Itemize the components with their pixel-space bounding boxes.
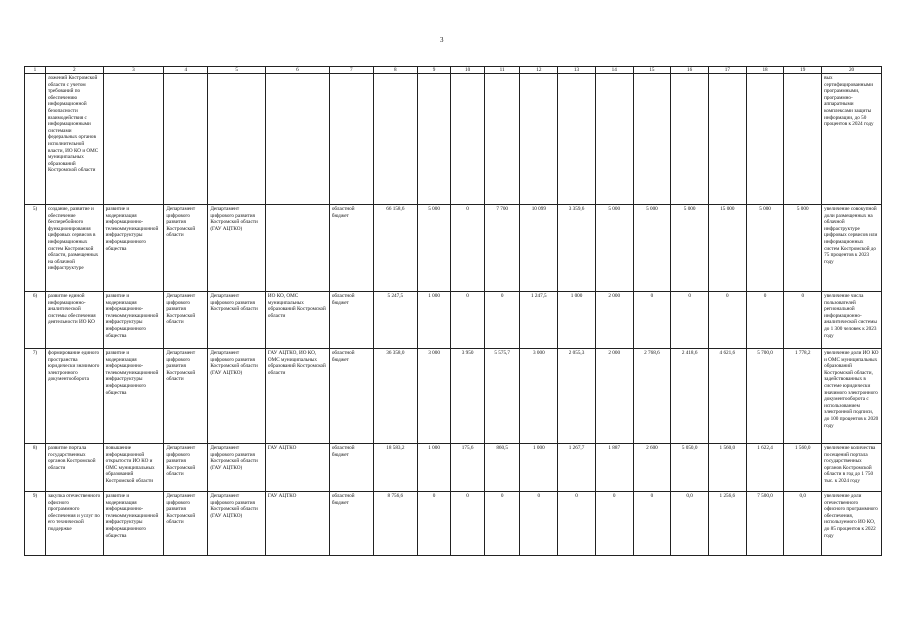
table-cell: 860,5 bbox=[484, 444, 520, 492]
table-cell: 0 bbox=[633, 492, 671, 556]
table-cell: развитие и модернизация информационно-телекоммуникационной инфраструктуры информационного общества bbox=[103, 292, 164, 349]
table-cell: Департамент цифрового развития Костромской области (ГАУ АЦТКО) bbox=[208, 205, 266, 292]
table-cell: областной бюджет bbox=[329, 444, 373, 492]
table-cell: 0 bbox=[746, 292, 784, 349]
table-cell: 1 887 bbox=[595, 444, 633, 492]
table-cell: увеличение доли ИО КО и ОМС муниципальных образований Костромской области, задействованных в системе юридически значимого электронного документооборота с использованием электронной подписи, до 100 процентов к 2020 году bbox=[822, 349, 882, 444]
table-cell: закупка отечественного офисного программного обеспечения и услуг по его технической поддержке bbox=[45, 492, 103, 556]
table-cell bbox=[451, 74, 485, 205]
table-cell: Департамент цифрового развития Костромской области bbox=[164, 292, 208, 349]
table-cell: ГАУ АЦТКО bbox=[265, 492, 329, 556]
page-number: 3 bbox=[440, 36, 444, 44]
table-cell: 5 000 bbox=[746, 205, 784, 292]
header-cell: 3 bbox=[103, 67, 164, 74]
table-cell bbox=[520, 74, 558, 205]
header-cell: 12 bbox=[520, 67, 558, 74]
table-cell: 7 700 bbox=[484, 205, 520, 292]
table-cell: 1 000 bbox=[558, 292, 596, 349]
table-cell: 66 158,6 bbox=[373, 205, 417, 292]
table-cell: 5 050,0 bbox=[671, 444, 709, 492]
table-cell: увеличение совокупной доли размещенных на облачной инфраструктуре цифровых сервисов или информационных систем Костромской до 75 процентов к 2023 году bbox=[822, 205, 882, 292]
table-row bbox=[25, 205, 882, 292]
table-cell: 0 bbox=[451, 492, 485, 556]
table-cell: развитие и модернизация информационно-телекоммуникационной инфраструктуры информационного общества bbox=[103, 492, 164, 556]
header-cell: 2 bbox=[45, 67, 103, 74]
table-cell bbox=[103, 74, 164, 205]
table-cell: 0,0 bbox=[784, 492, 822, 556]
table-cell bbox=[164, 74, 208, 205]
table-cell: формирование единого пространства юридически значимого электронного документооборота bbox=[45, 349, 103, 444]
table-cell: Департамент цифрового развития Костромской области bbox=[208, 292, 266, 349]
table-cell: 2 000 bbox=[595, 349, 633, 444]
table-cell: 5 247,5 bbox=[373, 292, 417, 349]
table-cell: 0 bbox=[595, 492, 633, 556]
table-cell: 5 000 bbox=[633, 205, 671, 292]
table-cell: 9) bbox=[25, 492, 46, 556]
table-cell: 5 700,0 bbox=[746, 349, 784, 444]
table-cell bbox=[484, 74, 520, 205]
table-cell: увеличение количества посещений портала государственных органов Костромской области в год до 1 750 тыс. к 2024 году bbox=[822, 444, 882, 492]
table-cell: 1 622,4 bbox=[746, 444, 784, 492]
table-cell: создание, развитие и обеспечение бесперебойного функционирования цифровых сервисов в информационных систем Костромской области, размещенных на облачной инфраструктуре bbox=[45, 205, 103, 292]
table-row bbox=[25, 444, 882, 492]
header-cell: 8 bbox=[373, 67, 417, 74]
table-cell bbox=[208, 74, 266, 205]
table-cell: увеличение доли отечественного офисного программного обеспечения, используемого ИО КО, до 85 процентов к 2022 году bbox=[822, 492, 882, 556]
table-cell: 0 bbox=[484, 292, 520, 349]
table-cell: 3 000 bbox=[417, 349, 451, 444]
table-cell: 2 000 bbox=[595, 292, 633, 349]
table-cell: Департамент цифрового развития Костромской области (ГАУ АЦТКО) bbox=[208, 492, 266, 556]
table-cell: 0 bbox=[671, 292, 709, 349]
table-cell: ГАУ АЦТКО, ИО КО, ОМС муниципальных образований Костромской области bbox=[265, 349, 329, 444]
table-cell: 1 000 bbox=[520, 444, 558, 492]
table-cell bbox=[417, 74, 451, 205]
header-cell: 13 bbox=[558, 67, 596, 74]
header-cell: 14 bbox=[595, 67, 633, 74]
table-cell: ложений Костромской области с учетом требований по обеспечению информационной безопасности взаимодействия с информационными системами федеральных органов исполнительной власти, ИО КО и ОМС муниципальных образований Костромской области bbox=[45, 74, 103, 205]
table-cell: 18 583,2 bbox=[373, 444, 417, 492]
table-cell: 5 000 bbox=[671, 205, 709, 292]
header-cell: 6 bbox=[265, 67, 329, 74]
table-cell: 175,6 bbox=[451, 444, 485, 492]
table-cell: 3 950 bbox=[451, 349, 485, 444]
table-cell: повышение информационной открытости ИО КО и ОМС муниципальных образований Костромской области bbox=[103, 444, 164, 492]
table-cell: областной бюджет bbox=[329, 292, 373, 349]
header-cell: 7 bbox=[329, 67, 373, 74]
table-cell: областной бюджет bbox=[329, 349, 373, 444]
header-cell: 19 bbox=[784, 67, 822, 74]
table-cell bbox=[329, 74, 373, 205]
table-cell: 3 000 bbox=[520, 349, 558, 444]
table-cell: 5 000 bbox=[784, 205, 822, 292]
table-cell: 36 358,0 bbox=[373, 349, 417, 444]
table-cell: вых сертифицированными программными, программно-аппаратными комплексами защиты информации, до 50 процентов к 2024 году bbox=[822, 74, 882, 205]
table-cell bbox=[265, 74, 329, 205]
table-row bbox=[25, 74, 882, 205]
header-cell: 20 bbox=[822, 67, 882, 74]
table-cell: 3 359,6 bbox=[558, 205, 596, 292]
table-cell: Департамент цифрового развития Костромской области bbox=[164, 492, 208, 556]
table-cell: 15 000 bbox=[708, 205, 746, 292]
table-cell: 6) bbox=[25, 292, 46, 349]
table-cell: 1 778,2 bbox=[784, 349, 822, 444]
table-cell bbox=[558, 74, 596, 205]
table-cell: развитие единой информационно-аналитической системы обеспечения деятельности ИО КО bbox=[45, 292, 103, 349]
header-cell: 5 bbox=[208, 67, 266, 74]
table-cell: Департамент цифрового развития Костромской области bbox=[164, 205, 208, 292]
table-cell bbox=[633, 74, 671, 205]
table-cell bbox=[25, 74, 46, 205]
header-cell: 1 bbox=[25, 67, 46, 74]
table-cell: 7 500,0 bbox=[746, 492, 784, 556]
table-row bbox=[25, 292, 882, 349]
table-cell: 0 bbox=[520, 492, 558, 556]
table-cell: развитие портала государственных органов Костромской области bbox=[45, 444, 103, 492]
header-cell: 15 bbox=[633, 67, 671, 74]
table-cell: 1 267,7 bbox=[558, 444, 596, 492]
table-cell bbox=[265, 205, 329, 292]
table-cell: 5) bbox=[25, 205, 46, 292]
table-cell: 8 756,6 bbox=[373, 492, 417, 556]
table-cell: 5 000 bbox=[417, 205, 451, 292]
table-cell: 0 bbox=[633, 292, 671, 349]
program-table bbox=[24, 66, 882, 556]
table-cell: областной бюджет bbox=[329, 205, 373, 292]
table-cell: Департамент цифрового развития Костромской области (ГАУ АЦТКО) bbox=[208, 349, 266, 444]
table-cell: 0 bbox=[417, 492, 451, 556]
table-cell: 10 099 bbox=[520, 205, 558, 292]
header-cell: 9 bbox=[417, 67, 451, 74]
table-cell: 2 600 bbox=[633, 444, 671, 492]
header-cell: 4 bbox=[164, 67, 208, 74]
table-cell bbox=[373, 74, 417, 205]
table-cell: Департамент цифрового развития Костромской области (ГАУ АЦТКО) bbox=[208, 444, 266, 492]
header-cell: 17 bbox=[708, 67, 746, 74]
table-cell: 2 418,6 bbox=[671, 349, 709, 444]
table-cell: 1 256,6 bbox=[708, 492, 746, 556]
header-cell: 18 bbox=[746, 67, 784, 74]
table-cell: 8) bbox=[25, 444, 46, 492]
table-cell: 5 000 bbox=[595, 205, 633, 292]
table-cell bbox=[746, 74, 784, 205]
table-row bbox=[25, 349, 882, 444]
table-cell: 4 621,6 bbox=[708, 349, 746, 444]
header-cell: 11 bbox=[484, 67, 520, 74]
table-cell: 0 bbox=[484, 492, 520, 556]
table-cell: областной бюджет bbox=[329, 492, 373, 556]
table-cell: 5 575,7 bbox=[484, 349, 520, 444]
table-cell: 0 bbox=[784, 292, 822, 349]
table-cell: 7) bbox=[25, 349, 46, 444]
table-cell: 0 bbox=[451, 205, 485, 292]
table-cell: 0 bbox=[451, 292, 485, 349]
table-cell: 1 000 bbox=[417, 292, 451, 349]
header-cell: 16 bbox=[671, 67, 709, 74]
table-cell: 1 560,0 bbox=[708, 444, 746, 492]
table-cell: развитие и модернизация информационно-телекоммуникационной инфраструктуры информационного общества bbox=[103, 349, 164, 444]
table-cell bbox=[708, 74, 746, 205]
table-cell: 2 055,3 bbox=[558, 349, 596, 444]
table-cell: развитие и модернизация информационно-телекоммуникационной инфраструктуры информационного общества bbox=[103, 205, 164, 292]
table-cell: Департамент цифрового развития Костромской области bbox=[164, 444, 208, 492]
table-cell: 1 000 bbox=[417, 444, 451, 492]
table-cell: ГАУ АЦТКО bbox=[265, 444, 329, 492]
table-cell: 1 247,5 bbox=[520, 292, 558, 349]
table-cell: ИО КО, ОМС муниципальных образований Костромской области bbox=[265, 292, 329, 349]
header-row bbox=[25, 67, 882, 74]
table-cell: 0 bbox=[708, 292, 746, 349]
table-cell: 2 768,6 bbox=[633, 349, 671, 444]
table-cell bbox=[595, 74, 633, 205]
table-cell: 0 bbox=[558, 492, 596, 556]
table-cell: Департамент цифрового развития Костромской области bbox=[164, 349, 208, 444]
table-cell bbox=[671, 74, 709, 205]
header-cell: 10 bbox=[451, 67, 485, 74]
table-cell bbox=[784, 74, 822, 205]
table-cell: увеличение числа пользователей региональной информационно-аналитической системы до 1 300 человек к 2023 году bbox=[822, 292, 882, 349]
table-row bbox=[25, 492, 882, 556]
table-cell: 0,0 bbox=[671, 492, 709, 556]
table-cell: 1 560,0 bbox=[784, 444, 822, 492]
